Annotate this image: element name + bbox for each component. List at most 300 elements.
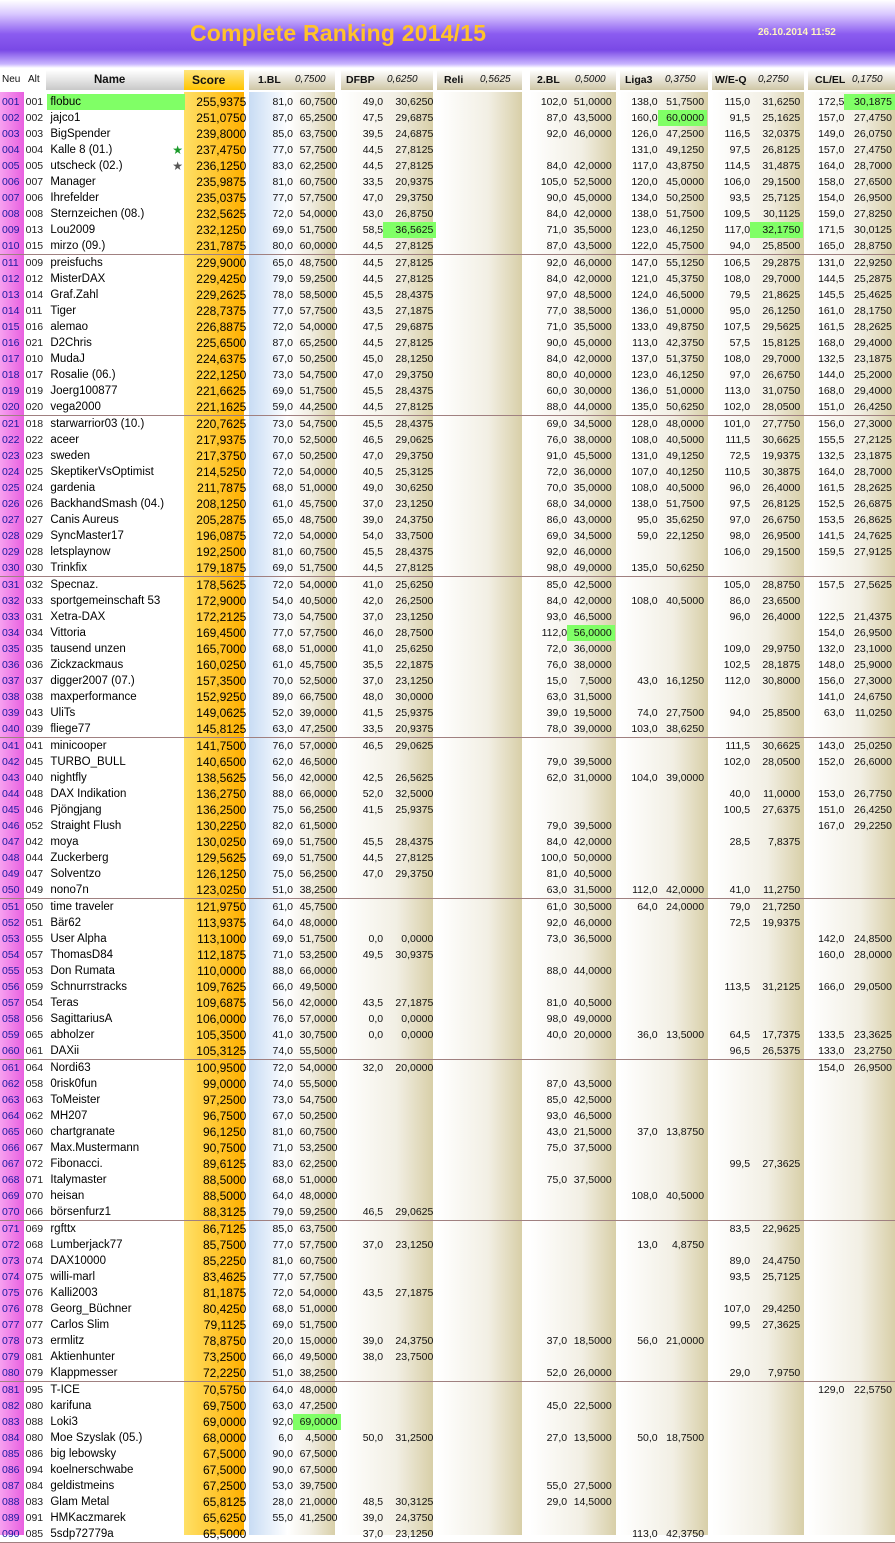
column-gap (522, 641, 530, 657)
column-gap (522, 1317, 530, 1333)
dfbp-weighted: 28,7500 (395, 627, 434, 639)
dfbp-points (346, 1221, 383, 1238)
clel-weighted: 26,6000 (854, 756, 892, 768)
bl1-points: 55,0 (272, 1512, 293, 1524)
bl1-points: 74,0 (272, 1078, 293, 1090)
bl2-weighted: 18,5000 (573, 1335, 612, 1347)
player-name: big lebowsky (50, 1448, 117, 1460)
dfbp-weighted (383, 1124, 436, 1140)
weq-weighted: 31,0750 (762, 385, 801, 397)
column-gap (522, 1108, 530, 1124)
reli-weighted (480, 1382, 523, 1399)
bl2-points: 76,0 (546, 659, 568, 671)
dfbp-weighted (383, 1140, 436, 1156)
liga3-weighted (658, 1398, 707, 1414)
liga3-points (620, 1011, 657, 1027)
clel-points (809, 1510, 844, 1526)
bl1-weighted: 61,5000 (299, 820, 338, 832)
liga3-weighted (658, 1156, 707, 1172)
weq-points (713, 770, 750, 786)
bl2-weighted (567, 142, 615, 158)
dfbp-weighted: 27,8125 (395, 273, 434, 285)
bl2-weighted: 49,0000 (573, 1013, 612, 1025)
dfbp-points (346, 1043, 383, 1060)
weq-weighted (750, 1060, 803, 1077)
score-value: 152,9250 (196, 690, 247, 704)
weq-points (713, 1076, 750, 1092)
rank-old: 019 (25, 385, 44, 397)
weq-weighted: 28,0500 (762, 756, 801, 768)
rank-new: 027 (2, 514, 20, 526)
liga3-weighted (658, 979, 707, 995)
bl1-points: 41,0 (272, 1029, 293, 1041)
bl1-weighted: 69,0000 (293, 1414, 341, 1430)
clel-points: 132,5 (818, 450, 845, 462)
table-row (0, 1140, 895, 1156)
liga3-points: 37,0 (637, 1126, 658, 1138)
rank-old: 057 (25, 949, 44, 961)
weq-weighted: 31,2125 (762, 981, 801, 993)
clel-weighted: 27,9125 (854, 546, 892, 558)
bl1-weighted: 51,0000 (299, 482, 338, 494)
rank-old: 080 (25, 1432, 44, 1444)
liga3-weighted (658, 1414, 707, 1430)
clel-points: 158,0 (818, 176, 845, 188)
liga3-weighted: 46,1250 (666, 369, 705, 381)
reli-weighted (480, 818, 523, 834)
weq-points: 102,0 (723, 756, 751, 768)
liga3-weighted (658, 1269, 707, 1285)
rank-new: 077 (2, 1319, 20, 1331)
dfbp-points (346, 1076, 383, 1092)
bl2-weighted: 34,0000 (573, 498, 612, 510)
rank-new: 080 (0, 1365, 26, 1382)
liga3-weighted: 48,0000 (666, 418, 705, 430)
liga3-points (620, 1365, 657, 1382)
bl2-points (530, 1382, 567, 1399)
score-value: 99,0000 (202, 1077, 247, 1091)
rank-old: 062 (25, 1110, 44, 1122)
liga3-weighted: 51,7500 (666, 208, 705, 220)
bl2-points (530, 1060, 567, 1077)
bl1-points: 85,0 (272, 1223, 293, 1235)
rank-old: 017 (25, 369, 44, 381)
dfbp-points: 46,5 (362, 740, 384, 752)
score-value: 80,4250 (202, 1302, 247, 1316)
dfbp-points: 49,0 (362, 482, 384, 494)
score-value: 83,4625 (202, 1270, 247, 1284)
bl2-weighted: 14,5000 (573, 1496, 612, 1508)
reli-points (442, 496, 480, 512)
liga3-weighted: 47,2500 (666, 128, 705, 140)
dfbp-weighted: 0,0000 (401, 1029, 434, 1041)
table-row (0, 319, 895, 335)
weq-weighted (750, 1076, 803, 1092)
liga3-weighted: 40,1250 (666, 466, 705, 478)
column-gap (522, 1365, 530, 1382)
table-row (0, 110, 895, 126)
weq-weighted (750, 1462, 803, 1478)
bl2-weighted: 38,5000 (573, 305, 612, 317)
dfbp-points: 41,0 (362, 643, 384, 655)
dfbp-points: 38,0 (362, 1351, 384, 1363)
reli-weighted (480, 947, 523, 963)
bl1-points: 81,0 (272, 96, 293, 108)
clel-points: 156,0 (818, 675, 845, 687)
dfbp-weighted: 31,2500 (395, 1432, 434, 1444)
liga3-points: 108,0 (631, 434, 658, 446)
column-gap (522, 399, 530, 416)
bl2-points: 112,0 (541, 627, 568, 639)
weq-points: 102,0 (713, 399, 750, 416)
table-row (0, 577, 895, 594)
bl2-weighted: 40,5000 (573, 997, 612, 1009)
player-name: Manager (50, 176, 96, 188)
clel-points (809, 1269, 844, 1285)
clel-points (809, 1124, 844, 1140)
bl1-points: 73,0 (272, 1094, 293, 1106)
score-value: 145,8125 (185, 721, 250, 738)
bl1-weighted: 50,2500 (299, 353, 338, 365)
column-gap (522, 222, 530, 238)
liga3-weighted: 4,8750 (671, 1239, 705, 1251)
bl2-weighted: 31,5000 (567, 882, 615, 899)
rank-new: 006 (2, 176, 20, 188)
liga3-weighted: 45,0000 (666, 176, 705, 188)
clel-weighted: 23,2750 (844, 1043, 895, 1060)
clel-weighted (844, 850, 895, 866)
weq-points (713, 1060, 750, 1077)
dfbp-points: 43,5 (362, 305, 384, 317)
dfbp-weighted: 29,6875 (395, 321, 434, 333)
bl2-points: 87,0 (530, 238, 567, 255)
dfbp-weighted (383, 1253, 436, 1269)
dfbp-weighted (383, 1221, 436, 1238)
dfbp-points: 37,0 (362, 675, 384, 687)
bl1-weighted: 21,0000 (299, 1496, 338, 1508)
weq-points: 98,0 (729, 530, 751, 542)
reli-points (442, 1430, 480, 1446)
clel-weighted: 26,4250 (854, 804, 892, 816)
clel-points (809, 560, 844, 577)
score-value: 217,3750 (196, 449, 247, 463)
reli-weighted (480, 496, 523, 512)
reli-points (442, 899, 480, 916)
clel-weighted: 24,8500 (854, 933, 892, 945)
reli-weighted (480, 222, 523, 238)
dfbp-points: 47,0 (362, 192, 384, 204)
rank-new: 036 (2, 659, 20, 671)
clel-weighted (844, 1446, 895, 1462)
weq-points: 102,5 (723, 659, 751, 671)
column-gap (522, 577, 530, 594)
dfbp-points: 43,5 (362, 997, 384, 1009)
liga3-points (620, 786, 657, 802)
reli-points (442, 834, 480, 850)
liga3-points (620, 1317, 657, 1333)
bl2-points (530, 1349, 567, 1365)
liga3-points: 138,0 (631, 208, 658, 220)
bl2-weighted (567, 979, 615, 995)
weq-points: 114,5 (724, 160, 751, 172)
clel-weighted: 29,0500 (854, 981, 892, 993)
weq-points: 100,5 (723, 804, 751, 816)
table-row (0, 480, 895, 496)
bl1-points: 72,0 (272, 530, 293, 542)
liga3-points (620, 1156, 657, 1172)
rank-old: 073 (25, 1335, 44, 1347)
liga3-weighted (658, 1043, 707, 1060)
column-gap (522, 1269, 530, 1285)
column-gap (522, 255, 530, 272)
bl1-points: 70,0 (272, 434, 293, 446)
liga3-points: 122,0 (620, 238, 657, 255)
weq-points (713, 995, 750, 1011)
bl1-weighted: 60,7500 (299, 1126, 338, 1138)
reli-weighted (480, 1446, 523, 1462)
reli-points (442, 448, 480, 464)
bl2-weighted: 45,5000 (573, 450, 612, 462)
bl1-weighted: 67,5000 (299, 1464, 338, 1476)
bl1-weighted: 54,7500 (299, 1094, 338, 1106)
reli-points (442, 432, 480, 448)
rank-new: 025 (2, 482, 20, 494)
bl1-weighted: 30,7500 (299, 1029, 338, 1041)
reli-weighted (480, 850, 523, 866)
bl2-weighted: 13,5000 (573, 1432, 612, 1444)
bl2-weighted: 43,5000 (567, 238, 615, 255)
dfbp-points: 46,5 (346, 1204, 383, 1221)
weq-points: 97,5 (729, 498, 751, 510)
bl2-points: 97,0 (546, 289, 568, 301)
rank-old: 006 (25, 192, 44, 204)
score-value: 239,8000 (196, 127, 247, 141)
score-value: 196,0875 (196, 529, 247, 543)
liga3-weighted: 49,1250 (666, 450, 705, 462)
clel-weighted: 27,8250 (854, 208, 892, 220)
player-name: starwarrior03 (10.) (50, 418, 145, 430)
liga3-points: 56,0 (637, 1335, 658, 1347)
table-row (0, 721, 895, 738)
rank-new: 049 (2, 868, 20, 880)
bl2-points (530, 1043, 567, 1060)
player-name: Trinkfix (47, 560, 185, 577)
bl2-weighted (567, 1156, 615, 1172)
liga3-points (620, 1172, 657, 1188)
rank-new: 089 (2, 1512, 20, 1524)
column-gap (522, 705, 530, 721)
column-gap (522, 1172, 530, 1188)
dfbp-points (346, 1172, 383, 1188)
weq-weighted (750, 818, 803, 834)
bl2-weighted: 45,0000 (573, 192, 612, 204)
column-gap (522, 544, 530, 560)
liga3-points: 108,0 (631, 595, 658, 607)
bl2-weighted: 46,0000 (573, 917, 612, 929)
table-row (0, 448, 895, 464)
column-gap (522, 335, 530, 351)
bl1-points: 67,0 (272, 450, 293, 462)
reli-points (442, 126, 480, 142)
liga3-weighted (658, 1011, 707, 1027)
weq-weighted: 25,7125 (762, 1271, 801, 1283)
reli-points (442, 882, 480, 899)
clel-points: 155,5 (818, 434, 845, 446)
clel-weighted: 25,9000 (854, 659, 892, 671)
bl1-points: 69,0 (272, 852, 293, 864)
dfbp-points: 0,0 (368, 1029, 384, 1041)
dfbp-weighted: 27,8125 (383, 238, 436, 255)
table-row (0, 915, 895, 931)
liga3-weighted (658, 1494, 707, 1510)
dfbp-weighted: 29,3750 (395, 192, 434, 204)
clel-weighted: 26,7750 (854, 788, 892, 800)
bl2-points: 72,0 (546, 643, 568, 655)
bl1-points: 52,0 (272, 707, 293, 719)
rank-new: 016 (2, 337, 20, 349)
weq-points (713, 866, 750, 882)
score-value: 113,9375 (197, 916, 247, 930)
reli-weighted (480, 786, 523, 802)
clel-weighted (844, 834, 895, 850)
dfbp-points: 45,0 (362, 353, 384, 365)
dfbp-points (346, 1317, 383, 1333)
score-value: 65,8125 (202, 1495, 247, 1509)
bl1-points: 56,0 (272, 772, 293, 784)
liga3-weighted: 35,6250 (666, 514, 705, 526)
clel-points: 148,0 (818, 659, 845, 671)
clel-weighted (844, 1462, 895, 1478)
reli-points (442, 383, 480, 399)
bl1-points: 69,0 (272, 1319, 293, 1331)
liga3-weighted: 40,5000 (666, 482, 705, 494)
reli-weighted (480, 432, 523, 448)
reli-weighted (480, 931, 523, 947)
clel-points (809, 1494, 844, 1510)
rank-old: 081 (25, 1351, 44, 1363)
dfbp-points: 49,0 (362, 96, 384, 108)
column-gap (522, 142, 530, 158)
clel-weighted: 27,3000 (854, 418, 892, 430)
liga3-weighted (658, 1140, 707, 1156)
dfbp-weighted (383, 818, 436, 834)
weq-weighted (750, 1092, 803, 1108)
column-gap (522, 448, 530, 464)
score-value: 140,6500 (196, 755, 247, 769)
liga3-weighted (658, 544, 707, 560)
bl2-points: 98,0 (546, 1013, 568, 1025)
table-row (0, 1172, 895, 1188)
score-value: 88,3125 (185, 1204, 250, 1221)
header-weq-weight: 0,2750 (758, 74, 789, 85)
player-name: Sternzeichen (08.) (50, 208, 145, 220)
bl2-points: 63,0 (530, 882, 567, 899)
liga3-weighted: 55,1250 (666, 257, 705, 269)
liga3-weighted: 40,5000 (666, 595, 705, 607)
bl2-weighted: 46,0000 (573, 128, 612, 140)
score-value: 88,5000 (202, 1189, 247, 1203)
weq-weighted: 21,7250 (762, 901, 801, 913)
weq-weighted: 27,7750 (762, 418, 801, 430)
bl1-points: 81,0 (272, 1255, 293, 1267)
table-row (0, 528, 895, 544)
rank-new: 032 (2, 595, 20, 607)
rank-new: 068 (2, 1174, 20, 1186)
bl1-points: 72,0 (272, 1287, 293, 1299)
column-gap (522, 931, 530, 947)
dfbp-points: 42,5 (362, 772, 384, 784)
clel-weighted: 27,4750 (854, 112, 892, 124)
rank-old: 032 (25, 579, 44, 591)
score-value: 221,6625 (196, 384, 247, 398)
liga3-points: 43,0 (637, 675, 658, 687)
bl2-weighted (567, 1237, 615, 1253)
bl2-weighted (567, 1060, 615, 1077)
table-row (0, 1446, 895, 1462)
score-value: 205,2875 (196, 513, 247, 527)
reli-weighted (480, 303, 523, 319)
weq-points (713, 947, 750, 963)
bl2-points: 45,0 (546, 1400, 568, 1412)
column-gap (522, 94, 530, 110)
bl1-points: 75,0 (272, 868, 293, 880)
dfbp-weighted: 23,1250 (395, 611, 434, 623)
reli-points (442, 850, 480, 866)
reli-points (442, 1365, 480, 1382)
clel-weighted: 24,6750 (854, 691, 892, 703)
weq-points: 83,5 (729, 1223, 751, 1235)
liga3-points (620, 1221, 657, 1238)
dfbp-weighted: 0,0000 (401, 933, 434, 945)
liga3-weighted: 40,5000 (666, 1190, 705, 1202)
bl2-points (530, 1221, 567, 1238)
reli-weighted (480, 1317, 523, 1333)
player-name: Lumberjack77 (50, 1239, 123, 1251)
reli-weighted (480, 1221, 523, 1238)
reli-weighted (480, 1076, 523, 1092)
rank-old: 013 (25, 224, 44, 236)
reli-points (442, 1478, 480, 1494)
bl2-weighted (567, 1349, 615, 1365)
column-gap (522, 1092, 530, 1108)
rank-new: 065 (2, 1126, 20, 1138)
bl1-points: 67,0 (272, 353, 293, 365)
bl2-weighted (567, 802, 615, 818)
clel-weighted: 28,2625 (854, 321, 892, 333)
bl1-weighted: 39,0000 (299, 707, 338, 719)
dfbp-points (346, 915, 383, 931)
clel-weighted (844, 1011, 895, 1027)
column-gap (522, 158, 530, 174)
clel-points: 152,0 (818, 756, 845, 768)
liga3-weighted: 18,7500 (666, 1432, 705, 1444)
bl2-weighted: 48,5000 (573, 289, 612, 301)
bl2-weighted (567, 1188, 615, 1204)
dfbp-weighted: 27,8125 (395, 160, 434, 172)
rank-old: 095 (25, 1384, 44, 1396)
reli-weighted (480, 1011, 523, 1027)
bl2-weighted (567, 1382, 615, 1399)
reli-weighted (480, 1349, 523, 1365)
weq-points: 105,0 (723, 579, 751, 591)
liga3-weighted (658, 641, 707, 657)
player-name: DAX10000 (50, 1255, 106, 1267)
bl1-weighted: 54,7500 (299, 611, 338, 623)
table-row (0, 1478, 895, 1494)
player-name: Pjöngjang (50, 804, 102, 816)
clel-weighted: 23,1875 (854, 450, 892, 462)
bl2-weighted: 46,5000 (573, 611, 612, 623)
